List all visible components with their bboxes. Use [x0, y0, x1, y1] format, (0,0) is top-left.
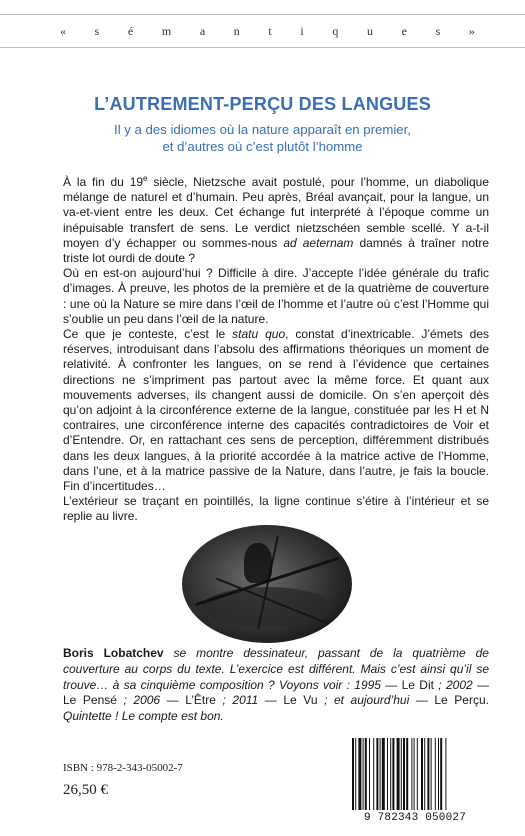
bio-year: 2002 [445, 677, 473, 692]
bio-year: 1995 [354, 677, 381, 692]
blurb-paragraph [63, 327, 489, 494]
italic-phrase: ad aeternam [283, 235, 354, 250]
photo-reflection [202, 587, 332, 627]
bio-year: 2011 [232, 693, 259, 708]
bio-separator: ; [215, 693, 233, 708]
barcode-bars [352, 738, 478, 810]
bio-work: — Le Vu [258, 693, 318, 708]
superscript: e [143, 174, 148, 183]
subtitle-line: et d’autres où c’est plutôt l’homme [162, 139, 363, 154]
series-letter: a [199, 23, 206, 38]
bio-work: — Le Dit [380, 677, 434, 692]
bio-work: — Le Pensé [63, 677, 489, 708]
series-letter: s [94, 23, 100, 38]
blurb-paragraph: L’extérieur se traçant en pointillés, la ligne continue s’étire à l’intérieur et se replie au livre. [63, 494, 489, 524]
author-bio [63, 646, 489, 725]
text-run: Ce que je conteste, c’est le [63, 327, 233, 342]
bio-text: Quintette ! Le compte est bon. [63, 709, 224, 724]
series-header [0, 14, 525, 48]
isbn: ISBN : 978-2-343-05002-7 [63, 762, 183, 774]
italic-phrase: statu quo [232, 327, 286, 342]
series-letter: u [366, 23, 373, 38]
blurb-text [63, 175, 489, 525]
series-letter: n [233, 23, 240, 38]
series-letter: s [435, 23, 441, 38]
photo-figure [244, 543, 272, 583]
series-letter: é [127, 23, 134, 38]
book-subtitle [0, 121, 525, 155]
series-open-quote: « [60, 23, 66, 38]
series-letter: m [161, 23, 172, 38]
bio-text: se montre dessinateur, passant de la quatrième de couverture au corps du texte. L’exercice est différent. Mais c’est ainsi qu’il se trouve… à sa cinquième composition ? Voyons voir : [63, 646, 489, 692]
bio-year: 2006 [133, 693, 161, 708]
blurb-paragraph [63, 175, 489, 266]
series-letter: e [401, 23, 407, 38]
series-letter: q [332, 23, 339, 38]
series-letter: t [268, 23, 272, 38]
text-run: damnés à traîner notre triste lot ourdi de doute ? [63, 235, 489, 266]
text-run: À la fin du 19 [63, 175, 144, 189]
text-run: siècle, Nietzsche avait postulé, pour l’homme, un diabolique mélange de naturel et d’humain. Peu après, Bréal avançait, pour la langue, un va-et-vient entre les deux. Cet échange fut interprété à l’époque comme un inépuisable transfert de sens. Le verdict nietzschéen semble scellé. Y a-t-il moyen d’y échapper ou sommes-nous [63, 175, 489, 250]
bio-work: — L’Être [160, 693, 216, 708]
series-letter: i [300, 23, 304, 38]
bio-separator: ; [116, 693, 134, 708]
subtitle-line: Il y a des idiomes où la nature apparaît en premier, [114, 122, 411, 137]
author-name: Boris Lobatchev [63, 646, 164, 660]
barcode [340, 738, 490, 830]
text-run: , constat d’inextricable. J’émets des réserves, introduisant dans l’absolu des affirmations théoriques un moment de relativité. À confronter les langues, on se rend à l’évidence que certaines directions ne s’impriment pas partout avec la même force. Et quant aux mouvements adverses, ils changent aussi de domicile. On s’en aperçoit dès qu’on adjoint à la circonférence externe de la langue, constituée par les H et N contraires, une circonférence interne des capacités contradictoires de Voir et d’Entendre. Or, en rattachant ces sens de perception, différemment distribués dans les deux langues, à la priorité accordée à la matrice active de l’Homme, dans l’une, et à la matrice passive de la Nature, dans l’autre, je fais la boucle. Fin d’incertitudes… [63, 327, 490, 494]
bio-work: — Le Perçu. [415, 693, 489, 708]
barcode-digits: 9 782343 050027 [363, 812, 467, 824]
book-title: L’AUTREMENT-PERÇU DES LANGUES [94, 94, 431, 114]
blurb-paragraph: Où en est-on aujourd’hui ? Difficile à dire. J’accepte l’idée générale du trafic d’images. À preuve, les photos de la première et de la quatrième de couverture : une où la Nature se mire dans l’œil de l’homme et l’autre où c’est l’Homme qui s’oublie un peu dans l’œil de la nature. [63, 266, 489, 326]
bio-separator: ; [433, 677, 446, 692]
bio-text: ; et aujourd’hui [317, 693, 416, 708]
author-photo [182, 525, 352, 643]
price: 26,50 € [63, 782, 108, 798]
series-close-quote: » [468, 23, 475, 38]
